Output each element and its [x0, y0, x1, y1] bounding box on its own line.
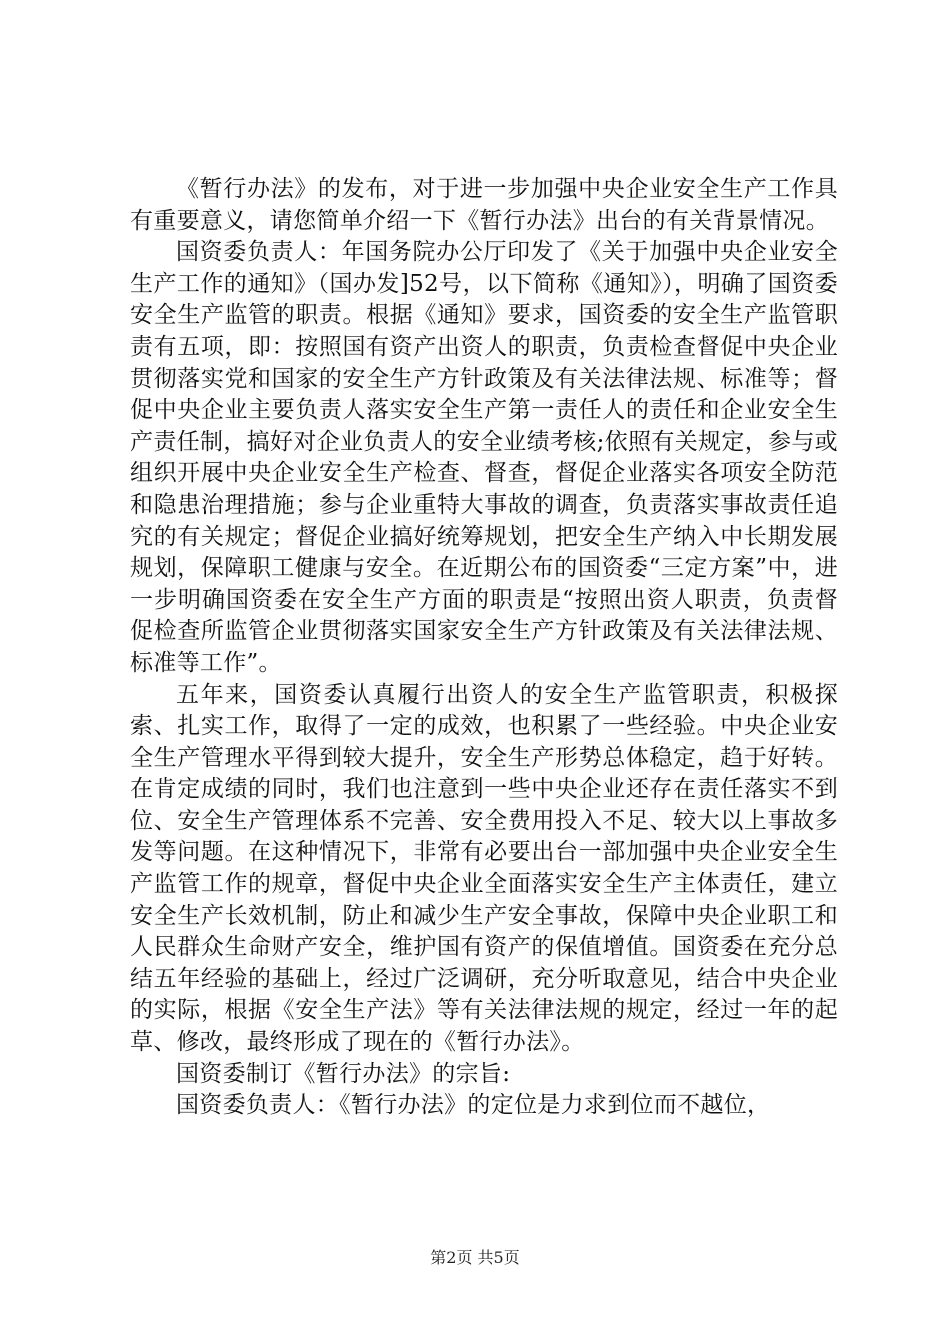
page-number-footer: 第2页 共5页: [430, 1248, 520, 1267]
paragraph-five-years-review: 五年来，国资委认真履行出资人的安全生产监管职责，积极探索、扎实工作，取得了一定的成效，也积累了一些经验。中央企业安全生产管理水平得到较大提升，安全生产形势总体稳定，趋于好转。在肯定成绩的同时，我们也注意到一些中央企业还存在责任落实不到位、安全生产管理体系不完善、安全费用投入不足、较大以上事故多发等问题。在这种情况下，非常有必要出台一部加强中央企业安全生产监管工作的规章，督促中央企业全面落实安全生产主体责任，建立安全生产长效机制，防止和减少生产安全事故，保障中央企业职工和人民群众生命财产安全，维护国有资产的保值增值。国资委在充分总结五年经验的基础上，经过广泛调研，充分听取意见，结合中央企业的实际，根据《安全生产法》等有关法律法规的规定，经过一年的起草、修改，最终形成了现在的《暂行办法》。: [130, 681, 838, 1056]
document-body: [130, 174, 838, 1122]
paragraph-purpose-answer: 国资委负责人：《暂行办法》的定位是力求到位而不越位，: [176, 1092, 771, 1119]
paragraph-background-question: 《暂行办法》的发布，对于进一步加强中央企业安全生产工作具有重要意义，请您简单介绍一下《暂行办法》出台的有关背景情况。: [130, 176, 838, 234]
paragraph-sasac-duties: 国资委负责人：年国务院办公厅印发了《关于加强中央企业安全生产工作的通知》（国办发]52号，以下简称《通知》），明确了国资委安全生产监管的职责。根据《通知》要求，国资委的安全生产监管职责有五项，即：按照国有资产出资人的职责，负责检查督促中央企业贯彻落实党和国家的安全生产方针政策及有关法律法规、标准等；督促中央企业主要负责人落实安全生产第一责任人的责任和企业安全生产责任制，搞好对企业负责人的安全业绩考核;依照有关规定，参与或组织开展中央企业安全生产检查、督查，督促企业落实各项安全防范和隐患治理措施；参与企业重特大事故的调查，负责落实事故责任追究的有关规定；督促企业搞好统筹规划，把安全生产纳入中长期发展规划，保障职工健康与安全。在近期公布的国资委“三定方案”中，进一步明确国资委在安全生产方面的职责是“按照出资人职责，负责督促检查所监管企业贯彻落实国家安全生产方针政策及有关法律法规、标准等工作”。: [130, 239, 838, 676]
paragraph-purpose-question: 国资委制订《暂行办法》的宗旨:: [176, 1060, 511, 1087]
